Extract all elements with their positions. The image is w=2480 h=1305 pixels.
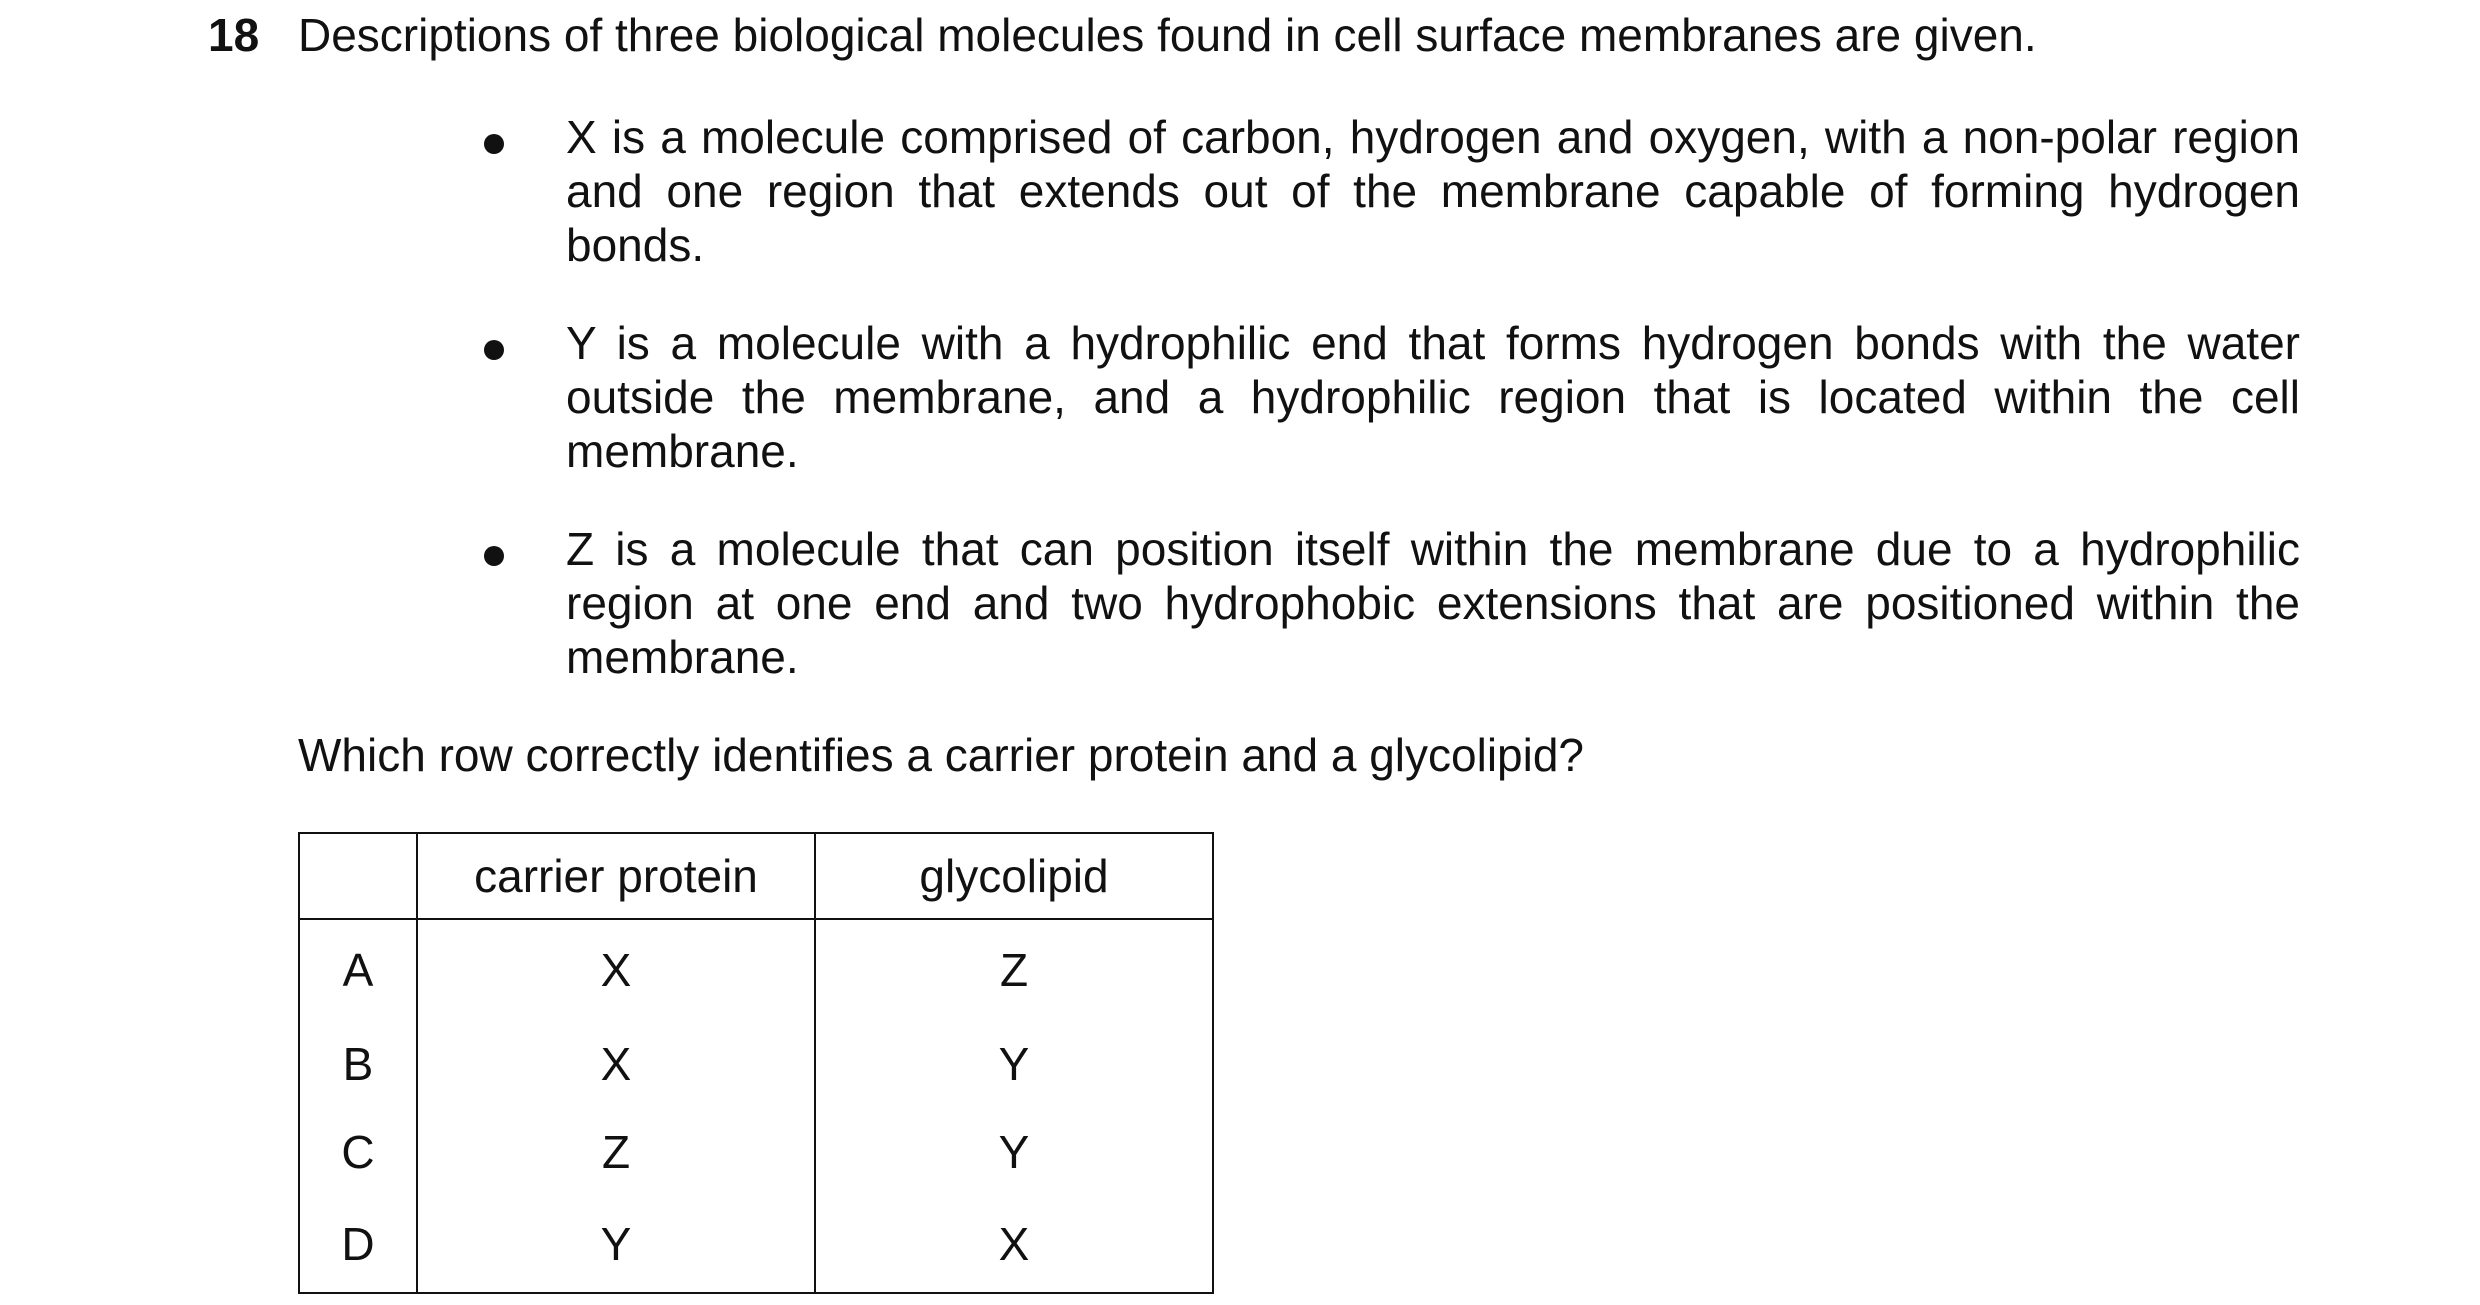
cell-glycolipid: Y [815, 1108, 1213, 1196]
table-row[interactable] [299, 1196, 1213, 1293]
table-row[interactable] [299, 1020, 1213, 1108]
bullet-icon [484, 546, 504, 566]
description-list [470, 110, 2300, 728]
question-stem: Descriptions of three biological molecules found in cell surface membranes are given. [298, 9, 2037, 61]
row-letter: A [299, 919, 417, 1020]
cell-carrier-protein: X [417, 1020, 815, 1108]
question-number: 18 [208, 9, 260, 61]
row-letter: B [299, 1020, 417, 1108]
row-letter: C [299, 1108, 417, 1196]
table-header-row [299, 833, 1213, 919]
header-carrier-protein: carrier protein [417, 833, 815, 919]
header-letter [299, 833, 417, 919]
description-text: X is a molecule comprised of carbon, hydrogen and oxygen, with a non-polar region and one region that extends out of the membrane capable of forming hydrogen bonds. [566, 111, 2300, 271]
cell-carrier-protein: Y [417, 1196, 815, 1293]
row-letter: D [299, 1196, 417, 1293]
cell-glycolipid: X [815, 1196, 1213, 1293]
cell-carrier-protein: X [417, 919, 815, 1020]
table-row[interactable] [299, 919, 1213, 1020]
description-text: Y is a molecule with a hydrophilic end that forms hydrogen bonds with the water outside the membrane, and a hydrophilic region that is located within the cell membrane. [566, 317, 2300, 477]
header-glycolipid: glycolipid [815, 833, 1213, 919]
bullet-icon [484, 340, 504, 360]
description-z [470, 522, 2300, 684]
bullet-icon [484, 134, 504, 154]
table-row[interactable] [299, 1108, 1213, 1196]
answer-table [298, 832, 1214, 1294]
cell-glycolipid: Z [815, 919, 1213, 1020]
description-y [470, 316, 2300, 478]
cell-carrier-protein: Z [417, 1108, 815, 1196]
description-x [470, 110, 2300, 272]
cell-glycolipid: Y [815, 1020, 1213, 1108]
question-prompt: Which row correctly identifies a carrier protein and a glycolipid? [298, 729, 1585, 781]
description-text: Z is a molecule that can position itself within the membrane due to a hydrophilic region at one end and two hydrophobic extensions that are positioned within the membrane. [566, 523, 2300, 683]
